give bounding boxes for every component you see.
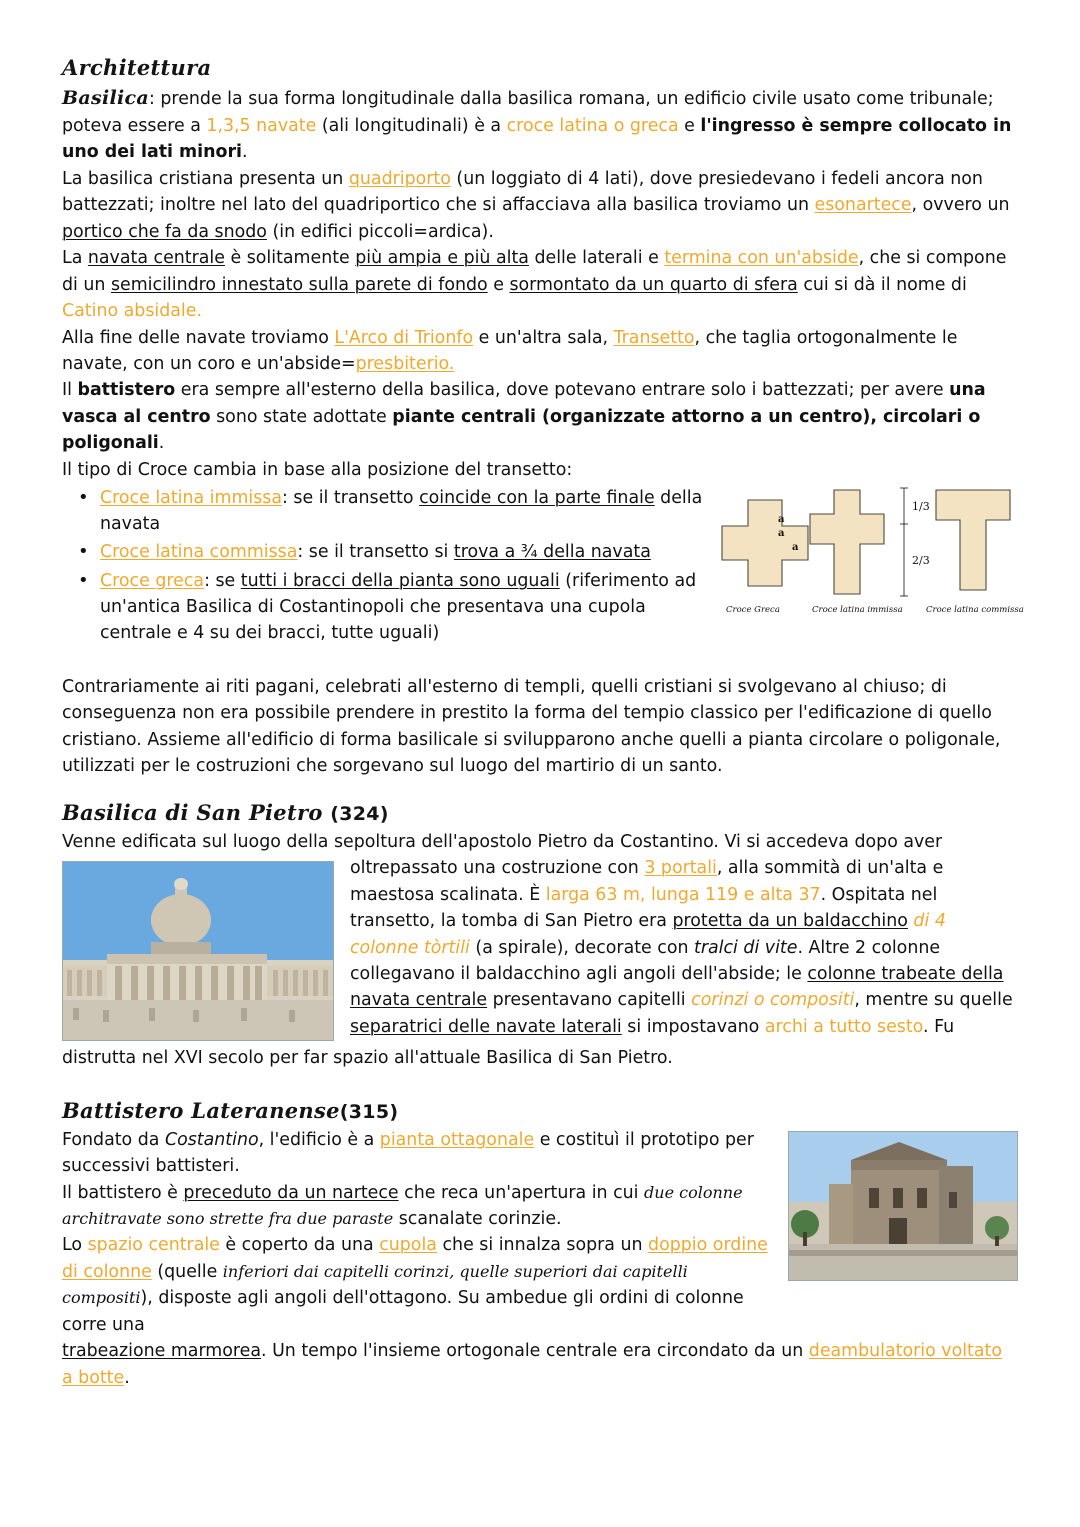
diagram-label-a1: a (778, 514, 785, 525)
section-title-text: Battistero Lateranense (62, 1097, 340, 1123)
paragraph-arco-trionfo: Alla fine delle navate troviamo L'Arco di Trionfo e un'altra sala, Transetto, che taglia ortogonalmente le navate, con un coro e un'abside=presbiterio. (62, 327, 958, 374)
paragraph-battistero-2: Il battistero è preceduto da un nartece che reca un'apertura in cui due colonne architravate sono strette fra due paraste scanalate corinzie. (62, 1182, 743, 1229)
list-item: • Croce latina immissa: se il transetto coincide con la parte finale della navata (100, 485, 720, 537)
diagram-caption-0: Croce Greca (726, 605, 780, 615)
paragraph-riti-pagani: Contrariamente ai riti pagani, celebrati all'esterno di templi, quelli cristiani si svolgevano al chiuso; di conseguenza non era possibile prendere in prestito la forma del tempio classico per l'edificazione di quello cristiano. Assieme all'edificio di forma basilicale si svilupparono anche quelli a pianta circolare o poligonale, utilizzati per le costruzioni che sorgevano sul luogo del martirio di un santo. (62, 676, 1001, 777)
paragraph-basilica: Basilica: prende la sua forma longitudinale dalla basilica romana, un edificio civile usato come tribunale; poteva essere a 1,3,5 navate (ali longitudinali) è a croce latina o greca e l'ingresso è sempre collocato in uno dei lati minori. (62, 87, 1012, 163)
section-title-san-pietro (62, 800, 1018, 825)
section-title-year: (324) (330, 802, 389, 825)
paragraph-san-pietro-end: distrutta nel XVI secolo per far spazio all'attuale Basilica di San Pietro. (62, 1048, 673, 1069)
san-pietro-illustration (63, 862, 333, 1040)
paragraph-tipo-croce: Il tipo di Croce cambia in base alla posizione del transetto: (62, 459, 573, 480)
paragraph-san-pietro-intro: Venne edificata sul luogo della sepoltura dell'apostolo Pietro da Costantino. Vi si accedeva dopo aver (62, 831, 943, 852)
crosses-svg (708, 478, 1028, 618)
diagram-label-a3: a (792, 542, 799, 553)
paragraph-navata-centrale: La navata centrale è solitamente più ampia e più alta delle laterali e termina con un'abside, che si compone di un semicilindro innestato sulla parete di fondo e sormontato da un quarto di sfera cui si dà il nome di Catino absidale. (62, 248, 1007, 322)
image-basilica-san-pietro (62, 861, 334, 1041)
section-title-year: (315) (339, 1100, 399, 1123)
diagram-caption-2: Croce latina commissa (926, 605, 1024, 615)
diagram-caption-1: Croce latina immissa (812, 605, 903, 615)
diagram-croci (708, 478, 1028, 628)
paragraph-battistero-1: Fondato da Costantino, l'edificio è a pianta ottagonale e costituì il prototipo per successivi battisteri. (62, 1129, 754, 1177)
paragraph-battistero-4: trabeazione marmorea. Un tempo l'insieme ortogonale centrale era circondato da un deambulatorio voltato a botte. (62, 1341, 1002, 1388)
list-item: • Croce latina commissa: se il transetto si trova a ¾ della navata (100, 539, 720, 565)
section-title-architettura: Architettura (62, 55, 212, 80)
paragraph-quadriporto: La basilica cristiana presenta un quadriporto (un loggiato di 4 lati), dove presiedevano i fedeli ancora non battezzati; inoltre nel lato del quadriportico che si affacciava alla basilica troviamo un esonartece, ovvero un portico che fa da snodo (in edifici piccoli=ardica). (62, 168, 1010, 242)
paragraph-battistero: Il battistero era sempre all'esterno della basilica, dove potevano entrare solo i battezzati; per avere una vasca al centro sono state adottate piante centrali (organizzate attorno a un centro), circolari o poligonali. (62, 380, 986, 454)
paragraph-san-pietro-body: oltrepassato una costruzione con 3 portali, alla sommità di un'alta e maestosa scalinata. È larga 63 m, lunga 119 e alta 37. Ospitata nel transetto, la tomba di San Pietro era protetta da un baldacchino di 4 colonne tòrtili (a spirale), decorate con tralci di vite. Altre 2 colonne collegavano il baldacchino agli angoli dell'abside; le colonne trabeate della navata centrale presentavano capitelli corinzi o compositi, mentre su quelle separatrici delle navate laterali si impostavano archi a tutto sesto. Fu (350, 858, 1013, 1037)
battistero-illustration (789, 1132, 1017, 1280)
section-title-text: Basilica di San Pietro (62, 799, 323, 825)
diagram-label-a2: a (778, 528, 785, 539)
paragraph-battistero-3: Lo spazio centrale è coperto da una cupola che si innalza sopra un doppio ordine di colonne (quelle inferiori dai capitelli corinzi, quelle superiori dai capitelli compositi), disposte agli angoli dell'ottagono. Su ambedue gli ordini di colonne corre una (62, 1235, 768, 1335)
diagram-fraction-2: 2/3 (912, 554, 930, 567)
list-item: • Croce greca: se tutti i bracci della pianta sono uguali (riferimento ad un'antica Basilica di Costantinopoli che presentava una cupola centrale e 4 su dei bracci, tutte uguali) (100, 568, 720, 646)
image-battistero-lateranense (788, 1131, 1018, 1281)
term-basilica: Basilica (62, 87, 149, 109)
diagram-fraction-1: 1/3 (912, 500, 930, 513)
section-title-battistero (62, 1098, 1018, 1123)
